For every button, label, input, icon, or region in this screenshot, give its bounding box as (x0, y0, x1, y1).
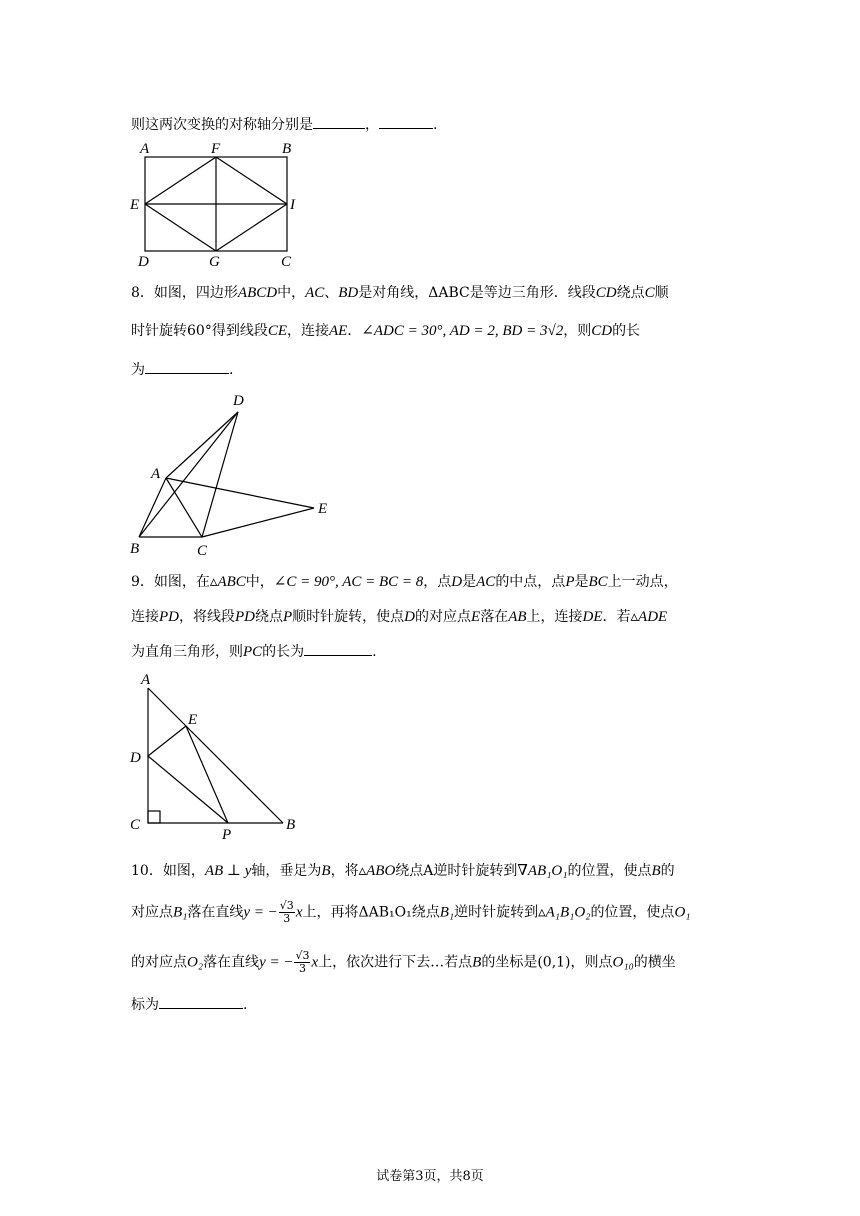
answer-blank-q10[interactable] (159, 994, 243, 1009)
q8-line-3: 为 . (131, 359, 731, 380)
q10-line-2: 对应点B₁落在直线y = − $\frac{√3}{3}$ x上，再将ΔAB₁O₁绕点B₁逆时针旋转到▵A₁B₁O₂的位置，使点O₁ (131, 899, 691, 925)
label-c: C (281, 254, 292, 270)
label-b: B (282, 141, 292, 157)
label-c: C (130, 817, 141, 833)
label-b: B (286, 817, 296, 833)
label-b: B (130, 541, 140, 557)
label-a: A (151, 466, 161, 482)
label-i: I (290, 197, 295, 213)
fraction-sqrt3-over-3: $\frac{√3}{3}$ (295, 949, 310, 975)
fraction-sqrt3-over-3: $\frac{√3}{3}$ (279, 899, 294, 925)
page-footer: 试卷第3页，共8页 (376, 1169, 484, 1184)
label-e: E (188, 712, 198, 728)
q9-line-3: 为直角三角形，则PC的长为 . (131, 641, 731, 662)
label-f: F (211, 141, 221, 157)
q9-line-2: 连接PD，将线段PD绕点P顺时针旋转，使点D的对应点E落在AB上，连接DE．若▵ADE (131, 609, 668, 625)
q7-tail-line: 则这两次变换的对称轴分别是 ， . (131, 114, 731, 135)
label-p: P (222, 827, 232, 843)
label-g: G (209, 254, 220, 270)
q7-text: 则这两次变换的对称轴分别是 (131, 117, 313, 133)
label-d: D (233, 393, 244, 409)
label-a: A (141, 672, 151, 688)
label-d: D (138, 254, 149, 270)
label-a: A (140, 141, 150, 157)
q9-line-1: 9．如图，在▵ABC中，∠C = 90°, AC = BC = 8，点D是AC的中点，点P是BC上一动点， (131, 574, 678, 590)
label-c: C (197, 543, 208, 559)
q8-line-1: 8．如图，四边形ABCD中，AC、BD是对角线，ΔABC是等边三角形．线段CD绕点C顺 (131, 285, 669, 301)
label-e: E (130, 197, 140, 213)
label-d: D (130, 750, 141, 766)
q10-line-3: 的对应点O₂落在直线y = − $\frac{√3}{3}$ x上，依次进行下去…若点B的坐标是(0,1)，则点O₁₀的横坐 (131, 949, 676, 975)
q10-line-1: 10．如图，AB ⊥ y轴，垂足为B，将▵ABO绕点A逆时针旋转到∇AB₁O₁的位置，使点B的 (131, 863, 675, 879)
q8-line-2: 时针旋转60°得到线段CE，连接AE．∠ADC = 30°, AD = 2, BD = 3√2，则CD的长 (131, 323, 641, 339)
q10-line-4: 标为 . (131, 994, 731, 1015)
label-e: E (318, 501, 328, 517)
